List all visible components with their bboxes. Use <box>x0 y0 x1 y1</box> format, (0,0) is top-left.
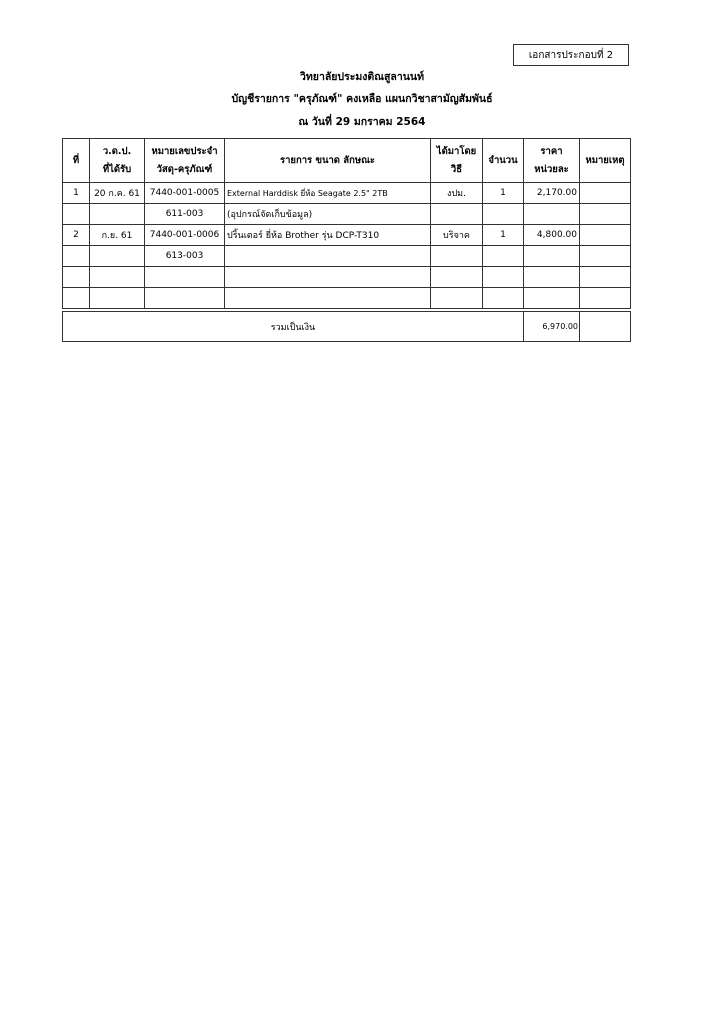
cell-method <box>431 288 483 309</box>
cell-method <box>431 267 483 288</box>
total-value: 6,970.00 <box>524 312 580 342</box>
cell-code <box>145 288 225 309</box>
header-no: ที่ <box>63 139 90 183</box>
cell-remark <box>580 267 631 288</box>
table-header-row <box>63 139 631 183</box>
table-row <box>63 288 631 309</box>
cell-desc: (อุปกรณ์จัดเก็บข้อมูล) <box>225 204 431 225</box>
table-row <box>63 225 631 246</box>
cell-desc <box>225 288 431 309</box>
cell-qty <box>483 267 524 288</box>
cell-code <box>145 267 225 288</box>
cell-remark <box>580 204 631 225</box>
header-method <box>431 139 483 183</box>
cell-method: งปม. <box>431 183 483 204</box>
header-date-line1: ว.ด.ป. <box>102 145 132 157</box>
header-code-line1: หมายเลขประจำ <box>151 145 218 157</box>
table-row <box>63 204 631 225</box>
table-bottom-rule <box>62 341 630 342</box>
inventory-table <box>62 138 631 309</box>
cell-date: ก.ย. 61 <box>90 225 145 246</box>
total-row <box>63 312 631 342</box>
table-row <box>63 267 631 288</box>
cell-price <box>524 288 580 309</box>
cell-price <box>524 246 580 267</box>
cell-price <box>524 267 580 288</box>
cell-price: 2,170.00 <box>524 183 580 204</box>
cell-code: 7440-001-0006 <box>145 225 225 246</box>
cell-date <box>90 246 145 267</box>
cell-price: 4,800.00 <box>524 225 580 246</box>
cell-remark <box>580 246 631 267</box>
header-price-line2: หน่วยละ <box>534 163 569 175</box>
header-desc: รายการ ขนาด ลักษณะ <box>225 139 431 183</box>
cell-no <box>63 246 90 267</box>
cell-code: 611-003 <box>145 204 225 225</box>
header-price-line1: ราคา <box>540 145 563 157</box>
cell-method <box>431 204 483 225</box>
header-method-line2: วิธี <box>450 163 463 175</box>
cell-no: 2 <box>63 225 90 246</box>
cell-no: 1 <box>63 183 90 204</box>
cell-desc: External Harddisk ยี่ห้อ Seagate 2.5" 2TB <box>225 183 431 204</box>
cell-code: 7440-001-0005 <box>145 183 225 204</box>
cell-qty: 1 <box>483 183 524 204</box>
cell-remark <box>580 225 631 246</box>
cell-method <box>431 246 483 267</box>
college-name: วิทยาลัยประมงติณสูลานนท์ <box>299 71 425 83</box>
attachment-label: เอกสารประกอบที่ 2 <box>513 44 629 66</box>
cell-method: บริจาค <box>431 225 483 246</box>
cell-desc <box>225 246 431 267</box>
cell-date <box>90 288 145 309</box>
cell-remark <box>580 288 631 309</box>
cell-qty: 1 <box>483 225 524 246</box>
total-table <box>62 311 631 342</box>
header-remark: หมายเหตุ <box>580 139 631 183</box>
total-remark <box>580 312 631 342</box>
cell-no <box>63 267 90 288</box>
cell-qty <box>483 288 524 309</box>
cell-date <box>90 267 145 288</box>
header-qty: จำนวน <box>483 139 524 183</box>
total-label: รวมเป็นเงิน <box>63 312 524 342</box>
cell-desc <box>225 267 431 288</box>
cell-date <box>90 204 145 225</box>
header-date <box>90 139 145 183</box>
header-date-line2: ที่ได้รับ <box>102 163 132 175</box>
cell-qty <box>483 204 524 225</box>
cell-no <box>63 204 90 225</box>
table-row <box>63 183 631 204</box>
document-title: บัญชีรายการ "ครุภัณฑ์" คงเหลือ แผนกวิชาสามัญสัมพันธ์ <box>231 93 493 105</box>
header-code <box>145 139 225 183</box>
cell-desc: ปริ้นเตอร์ ยี่ห้อ Brother รุ่น DCP-T310 <box>225 225 431 246</box>
header-code-line2: วัสดุ-ครุภัณฑ์ <box>156 163 213 175</box>
document-date: ณ วันที่ 29 มกราคม 2564 <box>298 116 426 128</box>
cell-date: 20 ก.ค. 61 <box>90 183 145 204</box>
cell-price <box>524 204 580 225</box>
cell-remark <box>580 183 631 204</box>
cell-qty <box>483 246 524 267</box>
header-price <box>524 139 580 183</box>
cell-no <box>63 288 90 309</box>
header-method-line1: ได้มาโดย <box>436 145 477 157</box>
cell-code: 613-003 <box>145 246 225 267</box>
table-row <box>63 246 631 267</box>
